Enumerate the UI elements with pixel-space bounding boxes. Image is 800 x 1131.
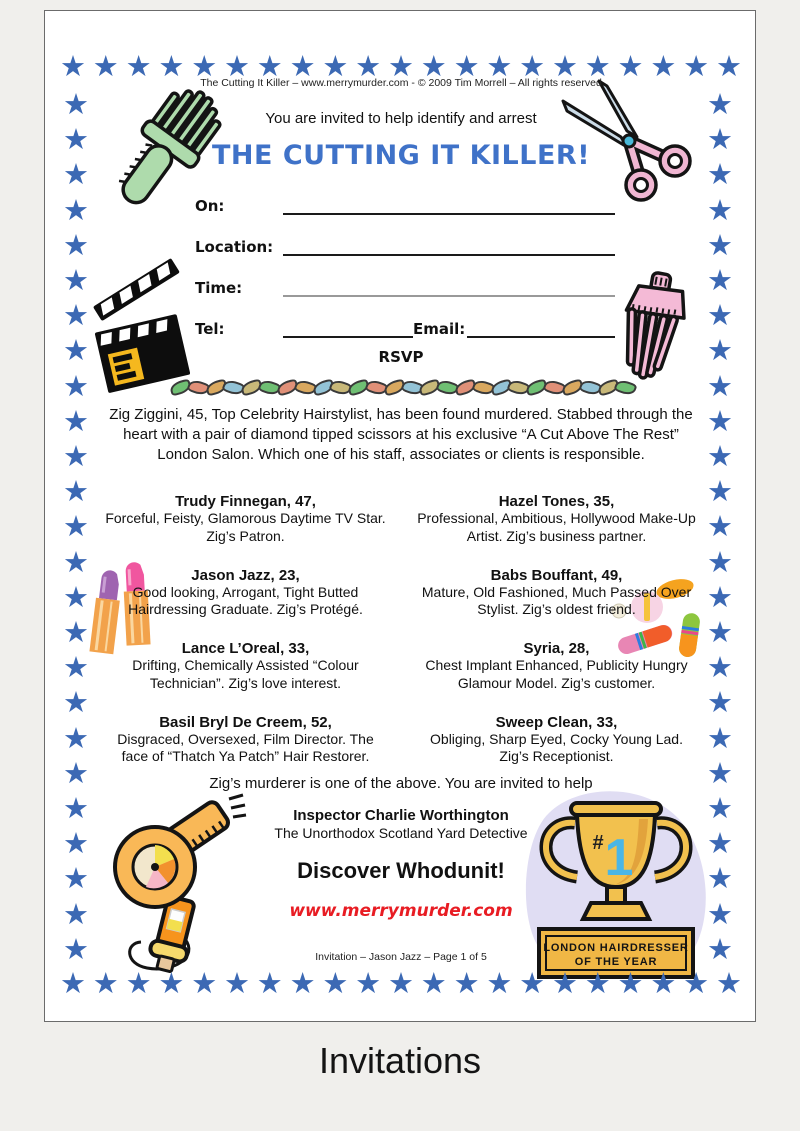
star-icon: ★ — [63, 581, 89, 614]
star-icon: ★ — [158, 968, 185, 1000]
star-icon: ★ — [191, 968, 218, 1000]
star-icon: ★ — [63, 617, 89, 650]
star-icon: ★ — [486, 968, 513, 1000]
suspect-name: Hazel Tones, 35, — [498, 493, 615, 510]
star-icon: ★ — [92, 968, 119, 1000]
star-icon: ★ — [420, 968, 447, 1000]
suspect-name: Lance L’Oreal, 33, — [181, 640, 310, 658]
star-icon: ★ — [715, 51, 742, 83]
star-icon: ★ — [707, 793, 733, 826]
suspect-name: Syria, 28, — [523, 640, 590, 658]
gallery-caption: Invitations — [318, 1040, 482, 1081]
star-icon: ★ — [223, 51, 250, 83]
suspect-description: Professional, Ambitious, Hollywood Make-Up Artist. Zig’s business partner. — [417, 510, 696, 544]
star-icon: ★ — [584, 968, 611, 1000]
star-icon: ★ — [707, 757, 733, 790]
star-icon: ★ — [63, 933, 89, 966]
star-icon: ★ — [617, 968, 644, 1000]
suspect-name: Trudy Finnegan, 47, — [175, 493, 316, 510]
trophy-plaque-line1: LONDON HAIRDRESSER — [543, 942, 689, 954]
star-icon: ★ — [683, 968, 710, 1000]
star-icon: ★ — [63, 722, 89, 755]
suspect-card — [103, 493, 388, 546]
form-row-location — [195, 232, 615, 256]
suspect-name: Jason Jazz, 23, — [191, 566, 300, 584]
star-icon: ★ — [63, 229, 89, 262]
star-icon: ★ — [650, 51, 677, 83]
star-icon: ★ — [355, 51, 382, 83]
suspect-name: Sweep Clean, 33, — [495, 713, 618, 731]
star-icon: ★ — [223, 968, 250, 1000]
star-icon: ★ — [715, 968, 742, 1000]
star-icon: ★ — [707, 370, 733, 403]
star-border-left — [59, 91, 93, 965]
star-icon: ★ — [617, 51, 644, 83]
afro-pick-icon — [607, 271, 702, 386]
rsvp-label: RSVP — [378, 348, 424, 366]
star-icon: ★ — [387, 968, 414, 1000]
star-icon: ★ — [707, 863, 733, 896]
star-icon: ★ — [63, 124, 89, 157]
star-icon: ★ — [355, 968, 382, 1000]
star-icon: ★ — [707, 159, 733, 192]
star-icon: ★ — [707, 441, 733, 474]
star-icon: ★ — [707, 89, 733, 121]
email-label: Email: — [413, 320, 466, 338]
star-icon: ★ — [63, 652, 89, 685]
star-icon: ★ — [707, 476, 733, 509]
star-icon: ★ — [289, 51, 316, 83]
email-write-line — [467, 314, 615, 338]
star-icon: ★ — [63, 335, 89, 368]
suspect-description: Drifting, Chemically Assisted “Colour Technician”. Zig’s love interest. — [132, 657, 359, 691]
star-icon: ★ — [63, 441, 89, 474]
trophy-number-digit: 1 — [604, 829, 634, 887]
detective-name: Inspector Charlie Worthington — [293, 807, 509, 824]
copyright-line: The Cutting It Killer – www.merrymurder.com - © 2009 Tim Morrell – All rights reserved — [200, 77, 602, 89]
star-icon: ★ — [322, 51, 349, 83]
trophy-plaque-line2: OF THE YEAR — [574, 956, 658, 968]
star-icon: ★ — [707, 722, 733, 755]
star-icon: ★ — [707, 229, 733, 262]
on-label: On: — [195, 197, 225, 215]
website-url: www.merrymurder.com — [289, 901, 513, 921]
star-icon: ★ — [63, 194, 89, 227]
location-write-line — [283, 232, 615, 256]
star-icon: ★ — [125, 51, 152, 83]
page-title: THE CUTTING IT KILLER! — [211, 140, 591, 171]
detective-subtitle: The Unorthodox Scotland Yard Detective — [274, 825, 528, 841]
star-icon: ★ — [63, 476, 89, 509]
suspect-card — [103, 640, 388, 693]
star-icon: ★ — [63, 265, 89, 298]
star-icon: ★ — [707, 581, 733, 614]
suspect-card — [414, 567, 699, 620]
form-row-tel-email — [195, 314, 615, 338]
star-border-top — [60, 53, 742, 82]
star-icon: ★ — [707, 511, 733, 544]
page-footer: Invitation – Jason Jazz – Page 1 of 5 — [315, 951, 487, 963]
star-icon: ★ — [707, 933, 733, 966]
suspect-card — [414, 493, 699, 546]
star-icon: ★ — [707, 300, 733, 333]
trophy-number-hash: # — [592, 832, 604, 854]
star-icon: ★ — [92, 51, 119, 83]
star-icon: ★ — [707, 124, 733, 157]
star-icon: ★ — [63, 898, 89, 931]
star-border-bottom — [60, 970, 742, 999]
star-icon: ★ — [63, 405, 89, 438]
star-icon: ★ — [650, 968, 677, 1000]
suspect-card — [103, 714, 388, 767]
suspect-name: Babs Bouffant, 49, — [490, 566, 623, 584]
star-icon: ★ — [519, 51, 546, 83]
suspect-name: Basil Bryl De Creem, 52, — [159, 713, 332, 731]
invitation-form — [195, 191, 615, 355]
star-icon: ★ — [60, 968, 86, 1000]
on-write-line — [283, 191, 615, 215]
star-icon: ★ — [63, 300, 89, 333]
star-icon: ★ — [453, 968, 480, 1000]
star-icon: ★ — [551, 51, 578, 83]
star-icon: ★ — [289, 968, 316, 1000]
star-icon: ★ — [63, 89, 89, 121]
star-icon: ★ — [707, 265, 733, 298]
tel-write-line — [283, 314, 413, 338]
suspect-list — [103, 493, 699, 766]
star-icon: ★ — [707, 652, 733, 685]
time-label: Time: — [195, 279, 243, 297]
suspect-description: Good looking, Arrogant, Tight Butted Hairdressing Graduate. Zig’s Protégé. — [128, 583, 363, 618]
star-icon: ★ — [387, 51, 414, 83]
star-icon: ★ — [707, 335, 733, 368]
location-label: Location: — [195, 238, 274, 256]
star-icon: ★ — [125, 968, 152, 1000]
star-icon: ★ — [63, 757, 89, 790]
star-icon: ★ — [63, 370, 89, 403]
star-icon: ★ — [63, 546, 89, 579]
star-icon: ★ — [584, 51, 611, 83]
suspect-description: Forceful, Feisty, Glamorous Daytime TV Star. Zig’s Patron. — [105, 510, 386, 544]
star-icon: ★ — [707, 405, 733, 438]
star-icon: ★ — [707, 828, 733, 861]
star-icon: ★ — [63, 828, 89, 861]
star-icon: ★ — [256, 51, 283, 83]
star-icon: ★ — [420, 51, 447, 83]
suspect-description: Disgraced, Oversexed, Film Director. The face of “Thatch Ya Patch” Hair Restorer. — [117, 730, 374, 765]
star-icon: ★ — [707, 194, 733, 227]
suspect-description: Obliging, Sharp Eyed, Cocky Young Lad. Zig’s Receptionist. — [430, 730, 683, 765]
call-to-action: Discover Whodunit! — [297, 858, 505, 883]
star-icon: ★ — [63, 511, 89, 544]
star-icon: ★ — [453, 51, 480, 83]
star-icon: ★ — [707, 898, 733, 931]
star-icon: ★ — [486, 51, 513, 83]
star-icon: ★ — [707, 687, 733, 720]
suspect-card — [414, 714, 699, 767]
star-icon: ★ — [519, 968, 546, 1000]
star-icon: ★ — [63, 863, 89, 896]
star-icon: ★ — [63, 687, 89, 720]
chain-divider — [173, 377, 636, 397]
form-row-on — [195, 191, 615, 215]
time-write-line — [283, 273, 615, 297]
case-summary: Zig Ziggini, 45, Top Celebrity Hairstylist, has been found murdered. Stabbed through the heart with a pair of diamond tipped scissors at his exclusive “A Cut Above The Rest” London Salon. Which one of his staff, associates or clients is responsible. — [109, 406, 693, 463]
invite-line: You are invited to help identify and arrest — [265, 110, 537, 127]
star-icon: ★ — [63, 159, 89, 192]
star-border-right — [703, 91, 737, 965]
star-icon: ★ — [683, 51, 710, 83]
star-icon: ★ — [551, 968, 578, 1000]
form-row-time — [195, 273, 615, 297]
suspect-card — [103, 567, 388, 620]
star-icon: ★ — [322, 968, 349, 1000]
tel-label: Tel: — [195, 320, 225, 338]
star-icon: ★ — [63, 793, 89, 826]
star-icon: ★ — [158, 51, 185, 83]
star-icon: ★ — [256, 968, 283, 1000]
star-icon: ★ — [707, 617, 733, 650]
closing-line: Zig’s murderer is one of the above. You are invited to help — [209, 775, 593, 792]
star-icon: ★ — [191, 51, 218, 83]
suspect-description: Chest Implant Enhanced, Publicity Hungry Glamour Model. Zig’s customer. — [425, 657, 688, 691]
star-icon: ★ — [60, 51, 86, 83]
suspect-description: Mature, Old Fashioned, Much Passed Over Stylist. Zig’s oldest friend. — [421, 583, 692, 618]
invitation-page — [44, 10, 756, 1022]
suspect-card — [414, 640, 699, 693]
star-icon: ★ — [707, 546, 733, 579]
